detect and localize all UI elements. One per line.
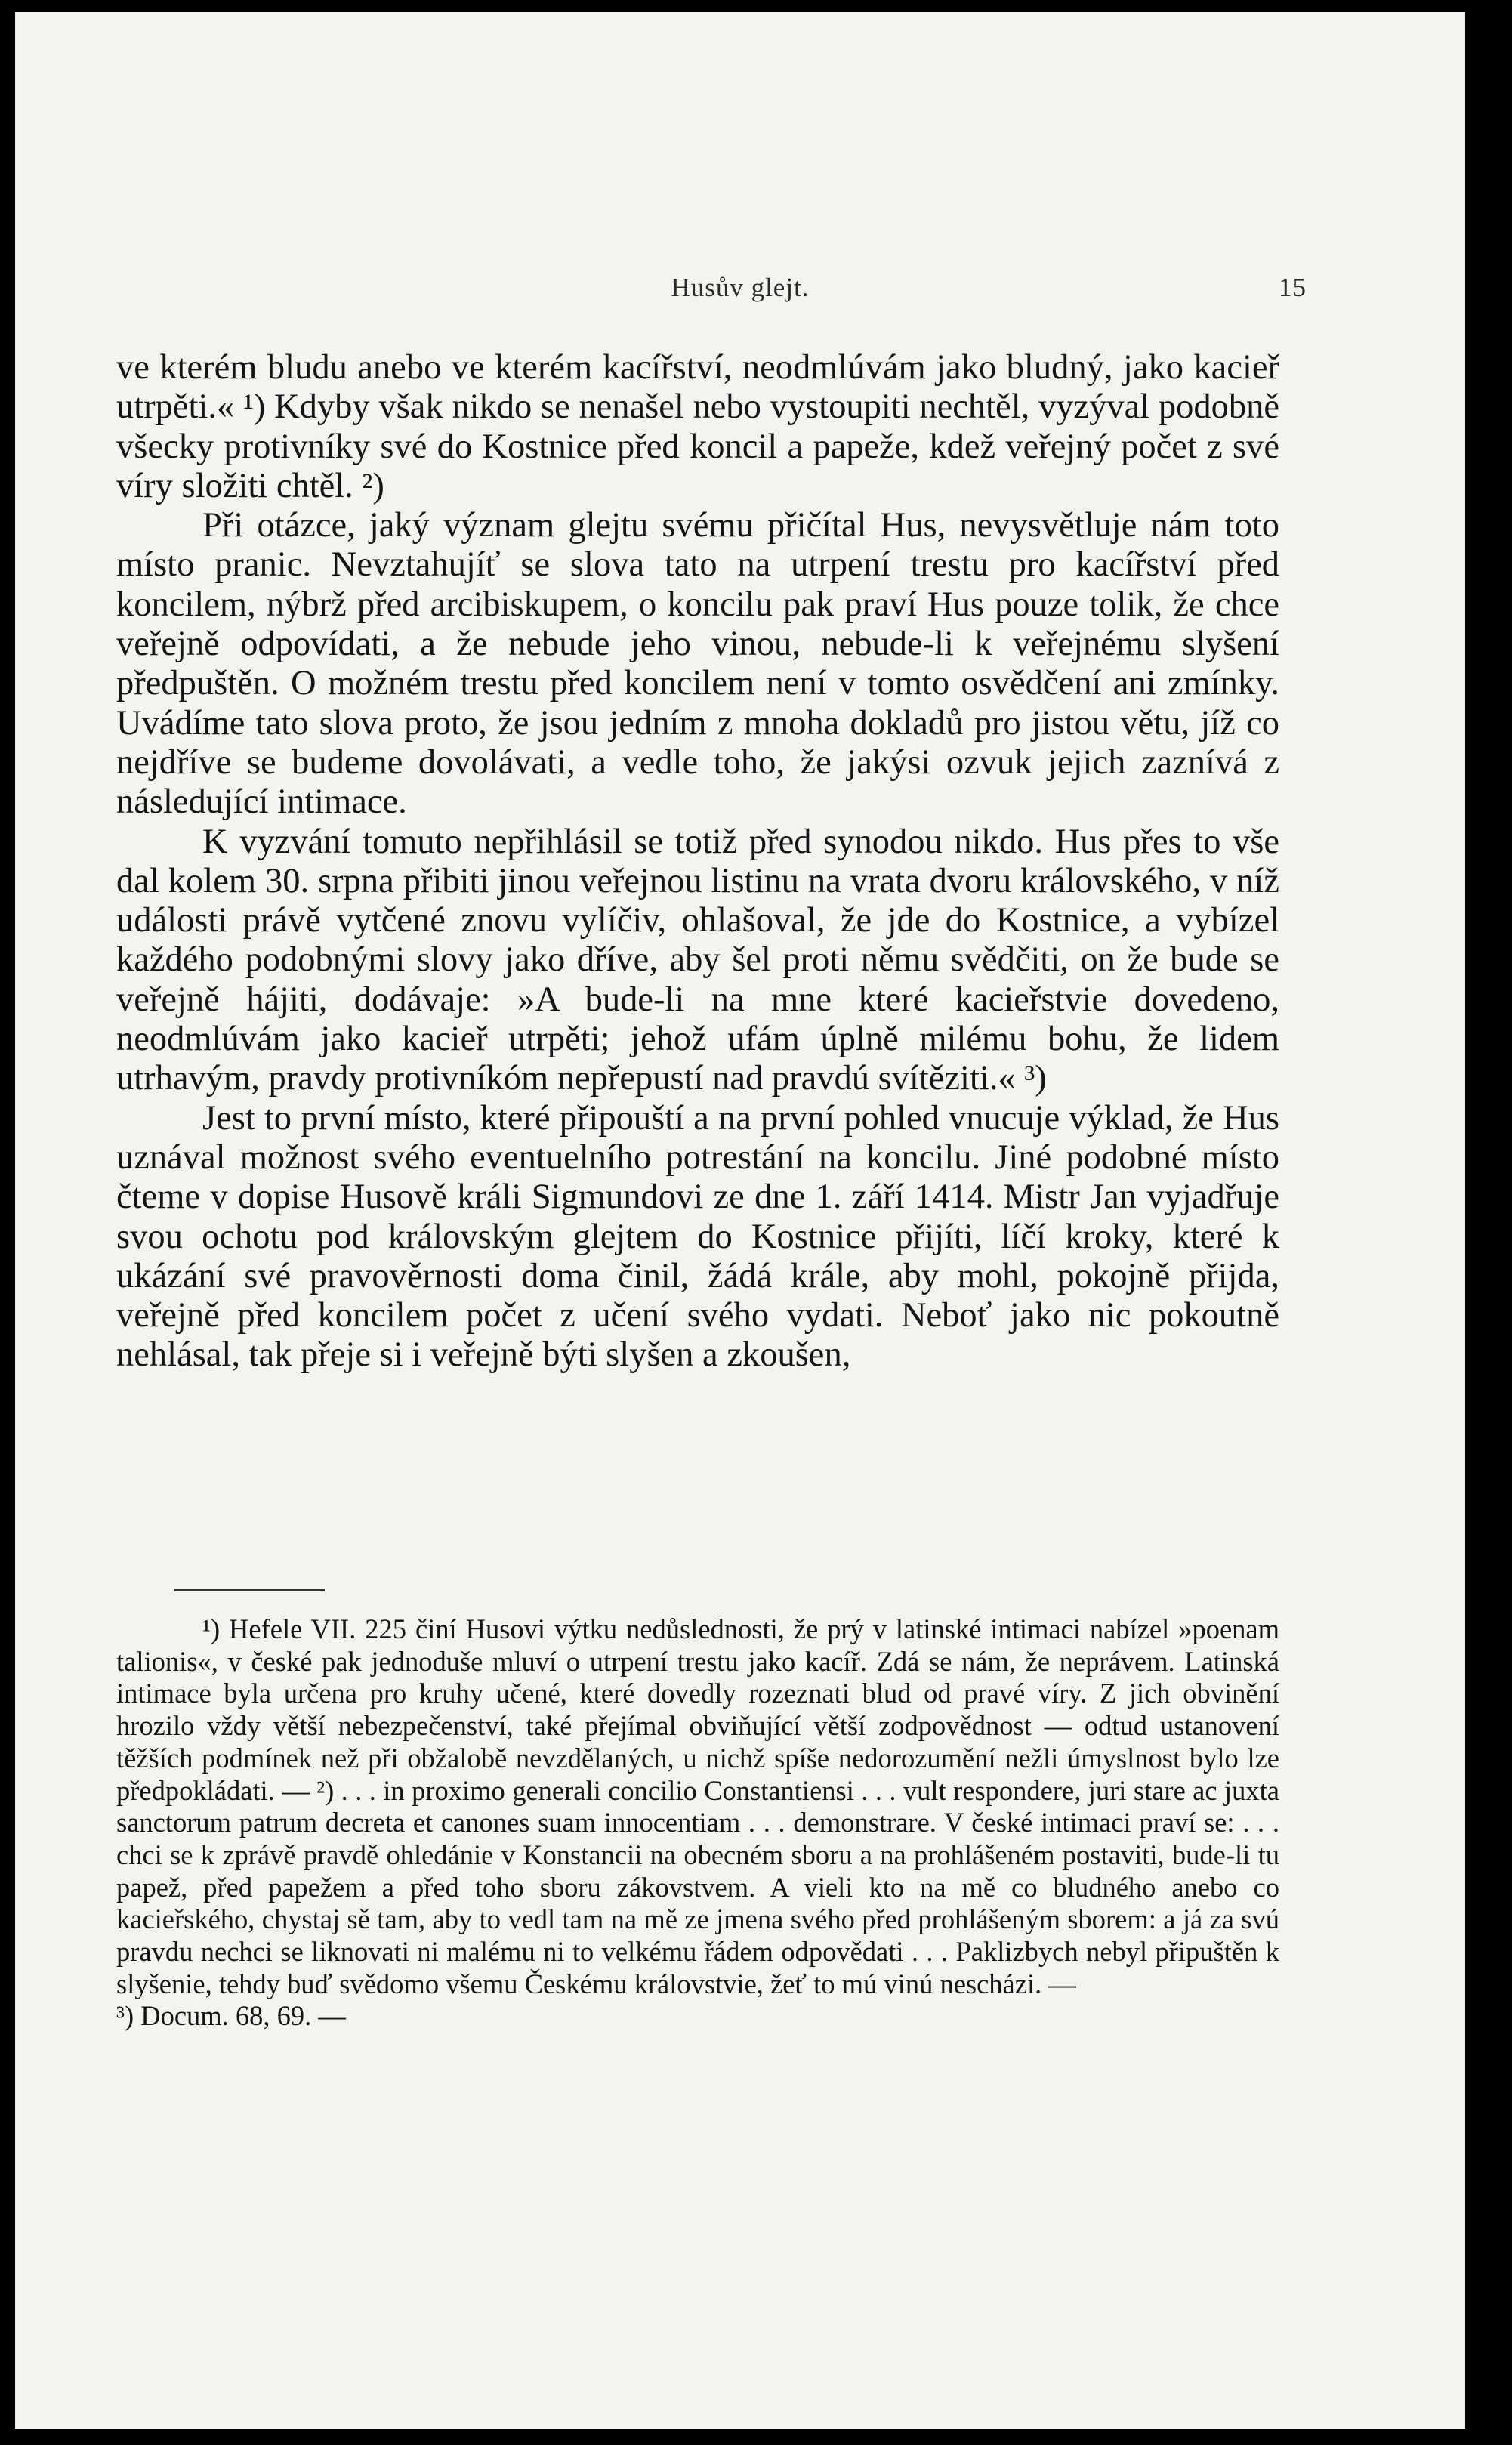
paragraph-4: Jest to první místo, které připouští a na první pohled vnucuje výklad, že Hus uznával možnost svého eventuelního potrestání na koncilu. Jiné podobné místo čteme v dopise Husově králi Sigmundovi ze dne 1. září 1414. Mistr Jan vyjadřuje svou ochotu pod královským glejtem do Kostnice přijíti, líčí kroky, které k ukázání své pravověrnosti doma činil, žádá krále, aby mohl, pokojně přijda, veřejně před koncilem počet z učení svého vydati. Neboť jako nic pokoutně nehlásal, tak přeje si i veřejně býti slyšen a zkoušen,	[116, 1098, 1279, 1375]
main-text	[116, 348, 1279, 1375]
footnote-3: ³) Docum. 68, 69. —	[116, 2000, 346, 2032]
running-title: Husův glejt.	[671, 273, 810, 302]
page-header	[15, 273, 1465, 310]
footnote-divider	[174, 1589, 325, 1591]
page-number: 15	[1279, 273, 1307, 302]
paragraph-2: Při otázce, jaký význam glejtu svému přičítal Hus, nevysvětluje nám toto místo pranic. Nevztahujíť se slova tato na utrpení trestu pro kacířství před koncilem, nýbrž před arcibiskupem, o koncilu pak praví Hus pouze tolik, že chce veřejně odpovídati, a že nebude jeho vinou, nebude-li k veřejnému slyšení předpuštěn. O možném trestu před koncilem není v tomto osvědčení ani zmínky. Uvádíme tato slova proto, že jsou jedním z mnoha dokladů pro jistou větu, jíž co nejdříve se budeme dovolávati, a vedle toho, že jakýsi ozvuk jejich zaznívá z následující intimace.	[116, 506, 1279, 822]
paragraph-3: K vyzvání tomuto nepřihlásil se totiž před synodou nikdo. Hus přes to vše dal kolem 30. srpna přibiti jinou veřejnou listinu na vrata dvoru královského, v níž události právě vytčené znovu vylíčiv, ohlašoval, že jde do Kostnice, a vybízel každého podobnými slovy jako dříve, aby šel proti němu svědčiti, on že bude se veřejně hájiti, dodávaje: »A bude-li na mne které kacieřstvie dovedeno, neodmlúvám jako kacieř utrpěti; jehož ufám úplně milému bohu, že lidem utrhavým, pravdy protivníkóm nepřepustí nad pravdú svítěziti.« ³)	[116, 822, 1279, 1098]
footnotes	[116, 1613, 1279, 2033]
footnote-1-2: ¹) Hefele VII. 225 činí Husovi výtku nedůslednosti, že prý v latinské intimaci nabízel »poenam talionis«, v české pak jednoduše mluví o utrpení trestu jako kacíř. Zdá se nám, že neprávem. Latinská intimace byla určena pro kruhy učené, které dovedly rozeznati blud od pravé víry. Z jich obvinění hrozilo vždy větší nebezpečenství, také přejímal obviňující větší zodpovědnost — odtud ustanovení těžších podmínek než při obžalobě nevzdělaných, u nichž spíše nedorozumění nežli úmyslnost bylo lze předpokládati. — ²) . . . in proximo generali concilio Constantiensi . . . vult respondere, juri stare ac juxta sanctorum patrum decreta et canones suam innocentiam . . . demonstrare. V české intimaci praví se: . . . chci se k zprávě pravdě ohledánie v Konstancii na obecném sboru a na prohlášeném postaviti, bude-li tu papež, před papežem a před toho sboru zákovstvem. A vieli kto na mě co bludného anebo co kacieřského, chystaj sě tam, aby to vedl tam na mě ze jmena svého před prohlášeným sborem: a já za svú pravdu nechci se liknovati ni malému ni to velkému řádem odpovědati . . . Paklizbych nebyl připuštěn k slyšenie, tehdy buď svědomo všemu Českému královstvie, žeť to mú vinú nescházi. —	[116, 1613, 1279, 1999]
document-page	[15, 12, 1465, 2429]
paragraph-1: ve kterém bludu anebo ve kterém kacířství, neodmlúvám jako bludný, jako kacieř utrpěti.« ¹) Kdyby však nikdo se nenašel nebo vystoupiti nechtěl, vyzýval podobně všecky protivníky své do Kostnice před koncil a papeže, kdež veřejný počet z své víry složiti chtěl. ²)	[116, 348, 1279, 505]
